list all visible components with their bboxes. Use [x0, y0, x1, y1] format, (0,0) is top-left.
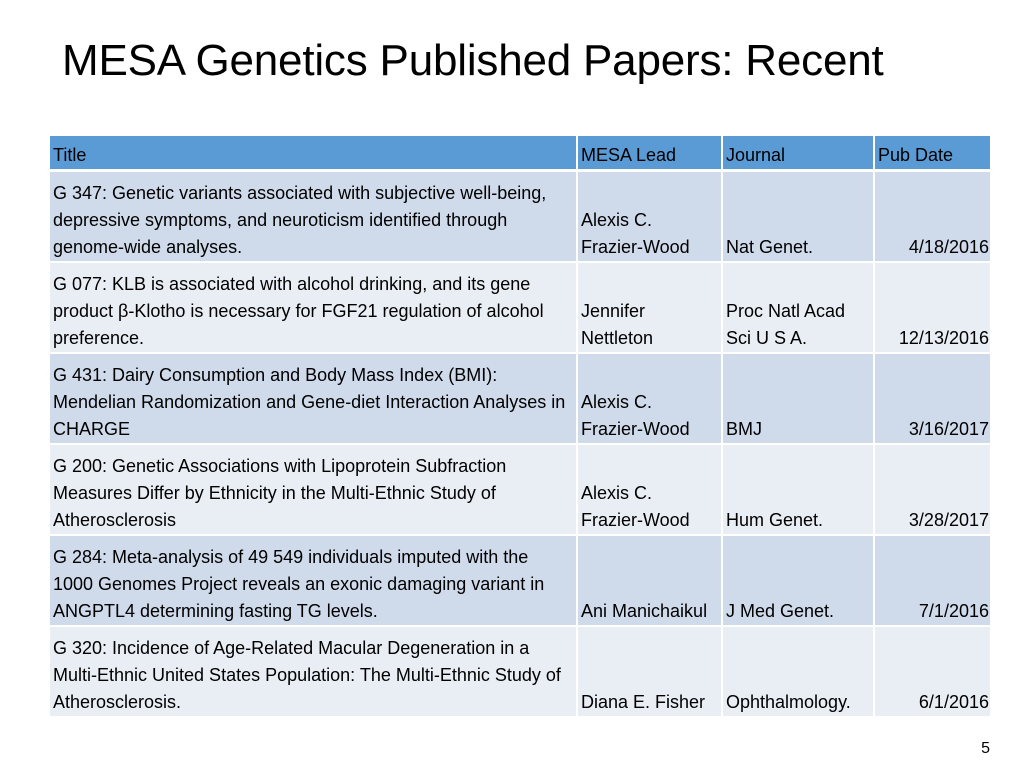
header-title: Title — [50, 136, 578, 172]
journal: J Med Genet. — [723, 536, 875, 627]
table-header-row — [50, 136, 990, 172]
table-row — [50, 445, 990, 536]
papers-table — [50, 136, 990, 718]
mesa-lead: Jennifer Nettleton — [578, 263, 723, 354]
pub-date: 6/1/2016 — [875, 627, 990, 718]
paper-title: G 431: Dairy Consumption and Body Mass Index (BMI): Mendelian Randomization and Gene-diet Interaction Analyses in CHARGE — [50, 354, 578, 445]
header-mesa-lead: MESA Lead — [578, 136, 723, 172]
mesa-lead: Ani Manichaikul — [578, 536, 723, 627]
mesa-lead: Alexis C. Frazier-Wood — [578, 354, 723, 445]
header-journal: Journal — [723, 136, 875, 172]
table-row — [50, 354, 990, 445]
page-number: 5 — [981, 740, 990, 757]
paper-title: G 077: KLB is associated with alcohol drinking, and its gene product β-Klotho is necessary for FGF21 regulation of alcohol preference. — [50, 263, 578, 354]
journal: Hum Genet. — [723, 445, 875, 536]
journal: Proc Natl Acad Sci U S A. — [723, 263, 875, 354]
pub-date: 3/16/2017 — [875, 354, 990, 445]
table-row — [50, 627, 990, 718]
table-row — [50, 263, 990, 354]
paper-title: G 347: Genetic variants associated with subjective well-being, depressive symptoms, and neuroticism identified through genome-wide analyses. — [50, 172, 578, 263]
table-row — [50, 172, 990, 263]
pub-date: 7/1/2016 — [875, 536, 990, 627]
journal: BMJ — [723, 354, 875, 445]
mesa-lead: Diana E. Fisher — [578, 627, 723, 718]
slide-title: MESA Genetics Published Papers: Recent — [62, 36, 884, 85]
journal: Nat Genet. — [723, 172, 875, 263]
header-pub-date: Pub Date — [875, 136, 990, 172]
pub-date: 12/13/2016 — [875, 263, 990, 354]
journal: Ophthalmology. — [723, 627, 875, 718]
pub-date: 3/28/2017 — [875, 445, 990, 536]
mesa-lead: Alexis C. Frazier-Wood — [578, 172, 723, 263]
mesa-lead: Alexis C. Frazier-Wood — [578, 445, 723, 536]
paper-title: G 284: Meta-analysis of 49 549 individuals imputed with the 1000 Genomes Project reveals an exonic damaging variant in ANGPTL4 determining fasting TG levels. — [50, 536, 578, 627]
table-row — [50, 536, 990, 627]
paper-title: G 200: Genetic Associations with Lipoprotein Subfraction Measures Differ by Ethnicity in the Multi-Ethnic Study of Atherosclerosis — [50, 445, 578, 536]
pub-date: 4/18/2016 — [875, 172, 990, 263]
paper-title: G 320: Incidence of Age-Related Macular Degeneration in a Multi-Ethnic United States Population: The Multi-Ethnic Study of Atherosclerosis. — [50, 627, 578, 718]
